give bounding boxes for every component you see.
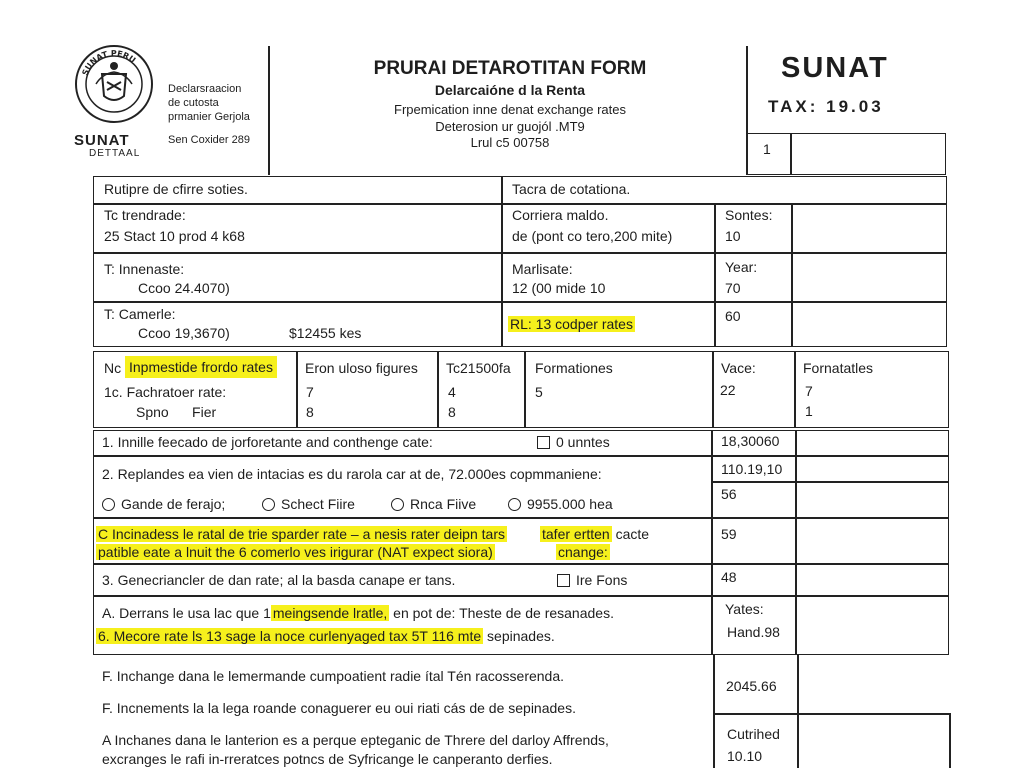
declaration-code: Sen Coxider 289 bbox=[168, 134, 250, 146]
question-3-check-label: Ire Fons bbox=[576, 572, 628, 588]
r3-left-amount: $12455 kes bbox=[289, 325, 362, 341]
section-b-col-rule-1 bbox=[296, 351, 298, 428]
questions-row-rule-4 bbox=[93, 595, 949, 597]
r3-left-value: Ccoo 19,3670) bbox=[138, 325, 230, 341]
bottom-col-rule-2 bbox=[797, 655, 799, 768]
section-b-h6: Fornatatles bbox=[803, 360, 874, 376]
question-c-line-1-aside-group bbox=[540, 526, 649, 542]
question-c-line-2-aside: cnange: bbox=[558, 544, 608, 560]
form-line-3: Lrul c5 00758 bbox=[470, 135, 550, 150]
section-a-col-rule-2 bbox=[714, 203, 716, 347]
section-a-header-left: Rutipre de cfirre soties. bbox=[104, 181, 248, 197]
radio-option-4-label: 9955.000 hea bbox=[527, 496, 613, 512]
section-a-header-rule bbox=[93, 203, 947, 205]
item-a-pre: A. Derrans le usa lac que 1 bbox=[102, 605, 271, 621]
question-c-line-1-tail: cacte bbox=[615, 526, 650, 542]
questions-col-rule-2 bbox=[795, 430, 797, 655]
section-b-r1-label: 1c. Fachratoer rate: bbox=[104, 384, 227, 400]
box-number: 1 bbox=[763, 141, 771, 157]
form-title: PRURAI DETAROTITAN FORM bbox=[373, 58, 647, 79]
declaration-line-3: prmanier Gerjola bbox=[168, 111, 250, 123]
item-f2: F. Incnements la la lega roande conaguerer eu oui riati cás de de sepinades. bbox=[102, 700, 576, 716]
bottom-value-rule bbox=[713, 713, 949, 715]
box-number-divider bbox=[790, 133, 792, 175]
section-b-r1-sub: Spno Fier bbox=[136, 404, 217, 420]
item-b bbox=[96, 628, 555, 644]
question-c-line-1: C Incinadess le ratal de trie sparder rate – a nesis rater deipn tars bbox=[98, 526, 505, 542]
r3-mid-highlight: RL: 13 codper rates bbox=[510, 316, 633, 332]
question-c-line-1-aside: tafer ertten bbox=[542, 526, 610, 542]
item-f1-value: 2045.66 bbox=[726, 678, 777, 694]
r2-mid-label: Marlisate: bbox=[512, 261, 573, 277]
r2-mid-value: 12 (00 mide 10 bbox=[512, 280, 606, 296]
r1-right-label: Sontes: bbox=[725, 207, 773, 223]
r1-mid-value: de (pont co tero,200 mite) bbox=[512, 228, 673, 244]
question-2-value: 110.19,10 bbox=[721, 461, 783, 477]
bottom-col-rule-3 bbox=[949, 713, 951, 768]
question-1-value: 18,30060 bbox=[721, 433, 780, 449]
question-1-check[interactable] bbox=[537, 434, 610, 450]
section-b-h1-prefix: Nc bbox=[104, 360, 122, 376]
section-b-c4-0: 5 bbox=[535, 384, 543, 400]
questions-col-rule-1 bbox=[711, 430, 713, 655]
r2-left-value: Ccoo 24.4070) bbox=[138, 280, 230, 296]
item-a-post: en pot de: Theste de de resanades. bbox=[393, 605, 614, 621]
questions-row-rule-1 bbox=[93, 455, 949, 457]
r1-left-label: Tc trendrade: bbox=[104, 207, 186, 223]
box-number-frame bbox=[746, 133, 946, 175]
section-b-h1-highlight: Inpmestide frordo rates bbox=[125, 356, 277, 378]
questions-frame bbox=[93, 430, 949, 655]
section-b-c5-0: 22 bbox=[720, 382, 736, 398]
section-b-col-rule-5 bbox=[794, 351, 796, 428]
section-b-h4: Formationes bbox=[535, 360, 613, 376]
radio-option-2-label: Schect Fiire bbox=[281, 496, 355, 512]
item-a bbox=[102, 605, 614, 621]
section-a-row-rule-2 bbox=[93, 301, 947, 303]
brand-name: SUNAT bbox=[781, 52, 889, 84]
r2-right-value: 70 bbox=[725, 280, 741, 296]
radio-icon[interactable] bbox=[102, 498, 115, 511]
declaration-line-2: de cutosta bbox=[168, 97, 219, 109]
item-ab-label: Yates: bbox=[725, 601, 764, 617]
r2-right-label: Year: bbox=[725, 259, 758, 275]
section-a-col-rule-3 bbox=[791, 203, 793, 347]
questions-row-rule-2 bbox=[93, 517, 949, 519]
radio-icon[interactable] bbox=[391, 498, 404, 511]
form-line-2: Deterosion ur guojól .MT9 bbox=[435, 119, 585, 134]
item-b-highlight: 6. Mecore rate ls 13 sage la noce curlenyaged tax 5T 116 mte bbox=[98, 628, 482, 644]
item-a2-line-1: A Inchanes dana le lanterion es a perque epteganic de Threre del darloy Affrends, bbox=[102, 732, 609, 748]
section-a-row-rule-1 bbox=[93, 252, 947, 254]
questions-value-rule-1 bbox=[711, 481, 949, 483]
item-a2-value: 10.10 bbox=[727, 748, 763, 764]
r3-right-value: 60 bbox=[725, 308, 741, 324]
item-f1: F. Inchange dana le lemermande cumpoatient radie ítal Tén racosserenda. bbox=[102, 668, 565, 684]
radio-icon[interactable] bbox=[508, 498, 521, 511]
section-b-h2: Eron uloso figures bbox=[305, 360, 418, 376]
section-b-c6-1: 1 bbox=[805, 403, 813, 419]
radio-option-1-label: Gande de ferajo; bbox=[121, 496, 226, 512]
radio-option-1[interactable] bbox=[102, 496, 225, 512]
question-c-value: 59 bbox=[721, 526, 737, 542]
form-subtitle: Delarcaióne d la Renta bbox=[434, 82, 586, 98]
r1-mid-label: Corriera maldo. bbox=[512, 207, 609, 223]
declaration-line-1: Declarsraacion bbox=[168, 83, 242, 95]
section-b-c2-0: 7 bbox=[306, 384, 314, 400]
section-b-h3: Tc21500fa bbox=[446, 360, 511, 376]
radio-option-2[interactable] bbox=[262, 496, 355, 512]
item-a2-label: Cutrihed bbox=[727, 726, 780, 742]
tax-code: TAX: 19.03 bbox=[768, 97, 884, 116]
section-b-h5: Vace: bbox=[721, 360, 756, 376]
header-divider-left bbox=[268, 46, 270, 175]
sunat-seal-icon bbox=[74, 44, 154, 124]
item-a2-line-2: excranges le rafi in-rreratces potncs de Syfricange le canperanto derfies. bbox=[102, 751, 553, 767]
logo-subtext: DETTAAL bbox=[89, 148, 141, 159]
item-a-highlight: meingsende lratle, bbox=[272, 605, 388, 621]
question-3: 3. Genecriancler de dan rate; al la basda canape er tans. bbox=[102, 572, 456, 588]
question-c-line-2: patible eate a lnuit the 6 comerlo ves irigurar (NAT expect siora) bbox=[98, 544, 493, 560]
item-b-post: sepinades. bbox=[487, 628, 555, 644]
section-b-c2-1: 8 bbox=[306, 404, 314, 420]
section-a-header-mid: Tacra de cotationa. bbox=[512, 181, 631, 197]
section-b-col-rule-4 bbox=[712, 351, 714, 428]
section-a-col-rule-1 bbox=[501, 176, 503, 347]
radio-icon[interactable] bbox=[262, 498, 275, 511]
question-2-value-2: 56 bbox=[721, 486, 737, 502]
radio-option-3[interactable] bbox=[391, 496, 476, 512]
question-3-value: 48 bbox=[721, 569, 737, 585]
svg-text:SUNAT PERU: SUNAT PERU bbox=[80, 48, 138, 77]
question-2: 2. Replandes ea vien de intacias es du rarola car at de, 72.000es copmmaniene: bbox=[102, 466, 602, 482]
section-b-c6-0: 7 bbox=[805, 383, 813, 399]
radio-option-4[interactable] bbox=[508, 496, 613, 512]
logo-wordmark: SUNAT bbox=[74, 132, 130, 149]
r1-left-value: 25 Stact 10 prod 4 k68 bbox=[104, 228, 245, 244]
radio-option-3-label: Rnca Fiive bbox=[410, 496, 477, 512]
question-1: 1. Innille feecado de jorforetante and conthenge cate: bbox=[102, 434, 433, 450]
section-b-c3-0: 4 bbox=[448, 384, 456, 400]
form-line-1: Frpemication inne denat exchange rates bbox=[394, 102, 626, 117]
checkbox-icon[interactable] bbox=[557, 574, 570, 587]
bottom-col-rule-1 bbox=[713, 655, 715, 768]
r2-left-label: T: Innenaste: bbox=[104, 261, 185, 277]
r1-right-value: 10 bbox=[725, 228, 741, 244]
r3-left-label: T: Camerle: bbox=[104, 306, 176, 322]
section-b-col-rule-2 bbox=[437, 351, 439, 428]
question-3-check[interactable] bbox=[557, 572, 627, 588]
item-ab-value: Hand.98 bbox=[727, 624, 780, 640]
checkbox-icon[interactable] bbox=[537, 436, 550, 449]
question-1-check-label: 0 unntes bbox=[556, 434, 610, 450]
section-b-c3-1: 8 bbox=[448, 404, 456, 420]
questions-row-rule-3 bbox=[93, 563, 949, 565]
section-b-col-rule-3 bbox=[524, 351, 526, 428]
